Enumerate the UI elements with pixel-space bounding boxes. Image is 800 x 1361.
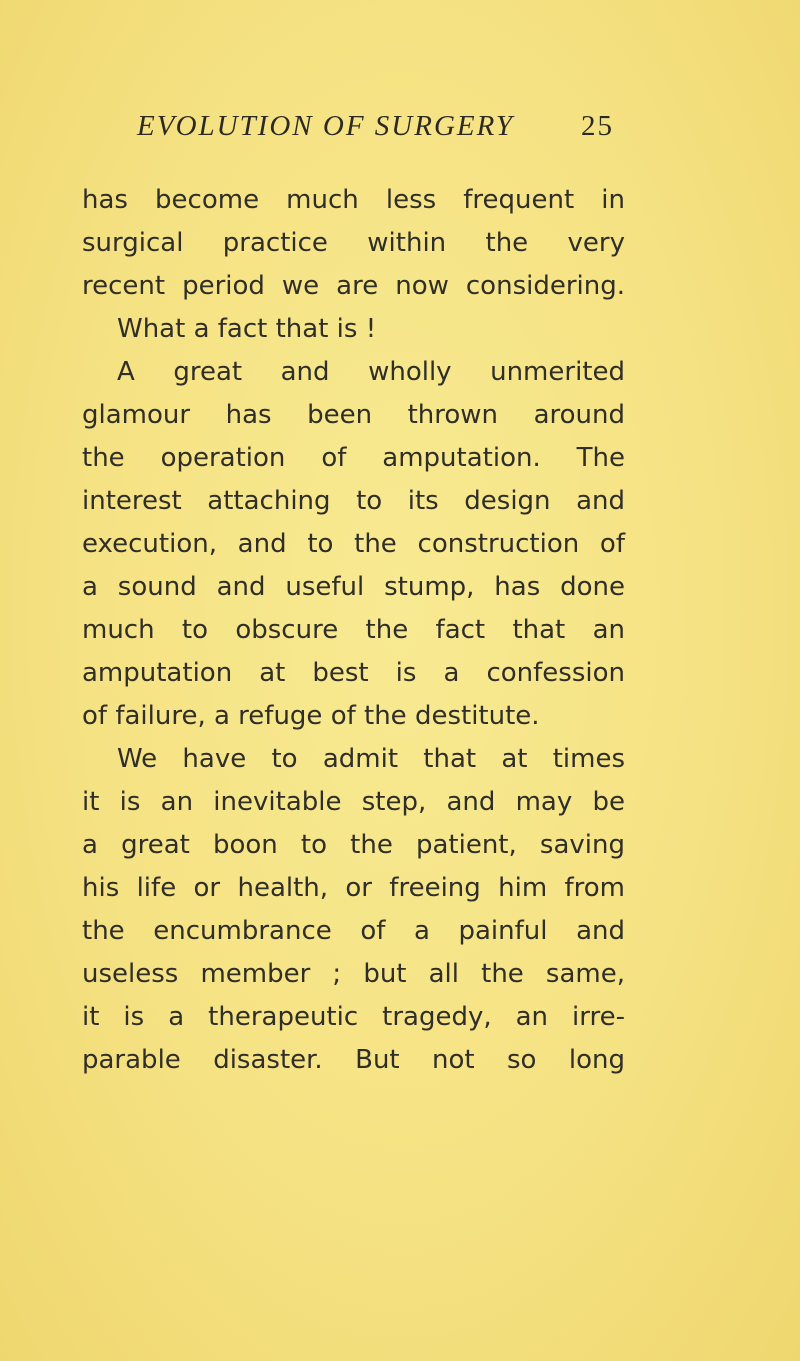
text-line: A great and wholly unmerited: [117, 357, 625, 387]
text-line: the encumbrance of a painful and: [82, 916, 625, 946]
text-line: amputation at best is a confession: [82, 658, 625, 688]
text-line: What a fact that is !: [117, 314, 377, 344]
text-line: it is an inevitable step, and may be: [82, 787, 625, 817]
text-line: glamour has been thrown around: [82, 400, 625, 430]
text-line: interest attaching to its design and: [82, 486, 625, 516]
text-line: useless member ; but all the same,: [82, 959, 625, 989]
text-line: of failure, a refuge of the destitute.: [82, 701, 540, 731]
text-line: the operation of amputation. The: [82, 443, 625, 473]
text-line: a sound and useful stump, has done: [82, 572, 625, 602]
running-title: EVOLUTION OF SURGERY: [137, 110, 514, 142]
text-line: recent period we are now considering.: [82, 271, 625, 301]
text-line: We have to admit that at times: [117, 744, 625, 774]
text-line: has become much less frequent in: [82, 185, 625, 215]
text-line: parable disaster. But not so long: [82, 1045, 625, 1075]
text-line: it is a therapeutic tragedy, an irre-: [82, 1002, 625, 1032]
text-line: much to obscure the fact that an: [82, 615, 625, 645]
text-line: his life or health, or freeing him from: [82, 873, 625, 903]
running-head: [0, 110, 800, 150]
text-line: execution, and to the construction of: [82, 529, 625, 559]
text-line: surgical practice within the very: [82, 228, 625, 258]
text-line: a great boon to the patient, saving: [82, 830, 625, 860]
page-number: 25: [581, 110, 614, 142]
